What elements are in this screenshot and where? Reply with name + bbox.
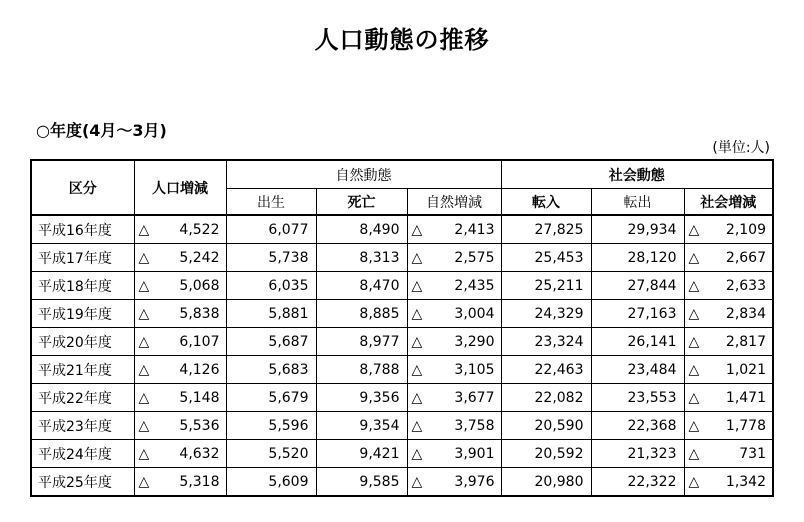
cell-in-migration: 23,324 [501,328,591,356]
cell-value: 1,021 [725,361,766,378]
cell-population-change [134,412,226,440]
header-out-migration: 転出 [591,189,684,216]
header-natural-group: 自然動態 [226,160,501,189]
cell-population-change [134,328,226,356]
cell-value: 2,834 [725,305,766,322]
table-row [31,440,773,468]
unit-label: (単位:人) [712,140,770,156]
cell-value: 3,290 [454,333,495,350]
cell-population-change [134,300,226,328]
cell-births: 5,881 [226,300,316,328]
cell-value: 1,471 [725,389,766,406]
row-label: 平成18年度 [31,272,134,300]
negative-triangle-symbol: △ [411,389,423,406]
cell-out-migration: 26,141 [591,328,684,356]
table-row [31,328,773,356]
header-social-change: 社会増減 [684,189,773,216]
cell-natural-change [407,468,501,497]
cell-natural-change [407,300,501,328]
cell-out-migration: 23,553 [591,384,684,412]
cell-value: 2,413 [454,221,495,238]
table-row [31,412,773,440]
cell-out-migration: 27,163 [591,300,684,328]
cell-social-change [684,440,773,468]
negative-triangle-symbol: △ [411,221,423,238]
cell-social-change [684,356,773,384]
table-row [31,468,773,497]
negative-triangle-symbol: △ [688,305,700,322]
cell-social-change [684,300,773,328]
cell-value: 2,109 [725,221,766,238]
cell-natural-change [407,244,501,272]
negative-triangle-symbol: △ [138,221,150,238]
cell-value: 5,838 [179,305,220,322]
cell-value: 2,633 [725,277,766,294]
cell-out-migration: 22,322 [591,468,684,497]
negative-triangle-symbol: △ [688,445,700,462]
cell-deaths: 9,585 [316,468,407,497]
cell-deaths: 8,977 [316,328,407,356]
cell-deaths: 8,788 [316,356,407,384]
cell-in-migration: 25,453 [501,244,591,272]
negative-triangle-symbol: △ [411,473,423,490]
cell-natural-change [407,272,501,300]
cell-births: 5,679 [226,384,316,412]
row-label: 平成23年度 [31,412,134,440]
negative-triangle-symbol: △ [688,417,700,434]
negative-triangle-symbol: △ [138,445,150,462]
cell-deaths: 9,356 [316,384,407,412]
row-label: 平成24年度 [31,440,134,468]
cell-in-migration: 20,980 [501,468,591,497]
cell-out-migration: 28,120 [591,244,684,272]
cell-value: 4,632 [179,445,220,462]
cell-natural-change [407,384,501,412]
cell-natural-change [407,440,501,468]
cell-value: 3,976 [454,473,495,490]
cell-social-change [684,468,773,497]
cell-natural-change [407,356,501,384]
cell-deaths: 8,490 [316,215,407,244]
header-in-migration: 転入 [501,189,591,216]
cell-value: 2,575 [454,249,495,266]
cell-value: 5,068 [179,277,220,294]
negative-triangle-symbol: △ [688,277,700,294]
cell-births: 5,596 [226,412,316,440]
negative-triangle-symbol: △ [138,417,150,434]
cell-value: 5,242 [179,249,220,266]
cell-natural-change [407,412,501,440]
cell-in-migration: 24,329 [501,300,591,328]
cell-value: 4,522 [179,221,220,238]
negative-triangle-symbol: △ [138,277,150,294]
header-natural-change: 自然増減 [407,189,501,216]
cell-value: 1,778 [725,417,766,434]
cell-population-change [134,244,226,272]
negative-triangle-symbol: △ [688,333,700,350]
cell-deaths: 8,885 [316,300,407,328]
row-label: 平成25年度 [31,468,134,497]
cell-in-migration: 22,463 [501,356,591,384]
cell-in-migration: 20,590 [501,412,591,440]
negative-triangle-symbol: △ [411,249,423,266]
negative-triangle-symbol: △ [138,305,150,322]
negative-triangle-symbol: △ [411,333,423,350]
negative-triangle-symbol: △ [138,333,150,350]
negative-triangle-symbol: △ [411,417,423,434]
cell-births: 5,738 [226,244,316,272]
cell-social-change [684,384,773,412]
cell-births: 5,609 [226,468,316,497]
row-label: 平成19年度 [31,300,134,328]
cell-population-change [134,468,226,497]
table-row [31,384,773,412]
cell-births: 6,035 [226,272,316,300]
negative-triangle-symbol: △ [411,305,423,322]
cell-value: 2,435 [454,277,495,294]
fiscal-year-caption: ○年度(4月～3月) [36,121,167,140]
negative-triangle-symbol: △ [411,277,423,294]
cell-out-migration: 27,844 [591,272,684,300]
cell-value: 1,342 [725,473,766,490]
cell-social-change [684,215,773,244]
cell-value: 3,901 [454,445,495,462]
cell-population-change [134,272,226,300]
cell-out-migration: 29,934 [591,215,684,244]
cell-natural-change [407,328,501,356]
row-label: 平成17年度 [31,244,134,272]
cell-out-migration: 23,484 [591,356,684,384]
cell-value: 5,536 [179,417,220,434]
negative-triangle-symbol: △ [688,473,700,490]
cell-value: 5,148 [179,389,220,406]
cell-natural-change [407,215,501,244]
cell-in-migration: 27,825 [501,215,591,244]
row-label: 平成20年度 [31,328,134,356]
row-label: 平成21年度 [31,356,134,384]
cell-deaths: 9,354 [316,412,407,440]
cell-population-change [134,440,226,468]
cell-deaths: 9,421 [316,440,407,468]
negative-triangle-symbol: △ [138,361,150,378]
cell-population-change [134,384,226,412]
cell-value: 2,817 [725,333,766,350]
table-row [31,300,773,328]
cell-social-change [684,412,773,440]
cell-deaths: 8,470 [316,272,407,300]
cell-in-migration: 20,592 [501,440,591,468]
cell-population-change [134,215,226,244]
cell-social-change [684,272,773,300]
header-social-group: 社会動態 [501,160,773,189]
header-deaths: 死亡 [316,189,407,216]
cell-value: 3,004 [454,305,495,322]
cell-out-migration: 21,323 [591,440,684,468]
cell-population-change [134,356,226,384]
negative-triangle-symbol: △ [138,473,150,490]
header-births: 出生 [226,189,316,216]
cell-value: 3,677 [454,389,495,406]
cell-births: 5,683 [226,356,316,384]
negative-triangle-symbol: △ [138,389,150,406]
negative-triangle-symbol: △ [138,249,150,266]
table-row [31,244,773,272]
row-label: 平成22年度 [31,384,134,412]
cell-social-change [684,328,773,356]
cell-value: 2,667 [725,249,766,266]
cell-value: 731 [739,445,766,462]
header-category: 区分 [31,160,134,215]
population-dynamics-table [30,159,774,497]
negative-triangle-symbol: △ [688,361,700,378]
table-row [31,215,773,244]
negative-triangle-symbol: △ [688,221,700,238]
cell-value: 4,126 [179,361,220,378]
table-body [31,215,773,496]
cell-births: 6,077 [226,215,316,244]
negative-triangle-symbol: △ [411,361,423,378]
cell-out-migration: 22,368 [591,412,684,440]
cell-births: 5,520 [226,440,316,468]
negative-triangle-symbol: △ [688,249,700,266]
negative-triangle-symbol: △ [411,445,423,462]
cell-in-migration: 22,082 [501,384,591,412]
cell-value: 3,105 [454,361,495,378]
cell-deaths: 8,313 [316,244,407,272]
negative-triangle-symbol: △ [688,389,700,406]
cell-value: 3,758 [454,417,495,434]
cell-value: 6,107 [179,333,220,350]
cell-social-change [684,244,773,272]
cell-in-migration: 25,211 [501,272,591,300]
row-label: 平成16年度 [31,215,134,244]
table-row [31,356,773,384]
table-row [31,272,773,300]
page-title: 人口動態の推移 [314,26,490,54]
cell-births: 5,687 [226,328,316,356]
cell-value: 5,318 [179,473,220,490]
header-population-change: 人口増減 [134,160,226,215]
